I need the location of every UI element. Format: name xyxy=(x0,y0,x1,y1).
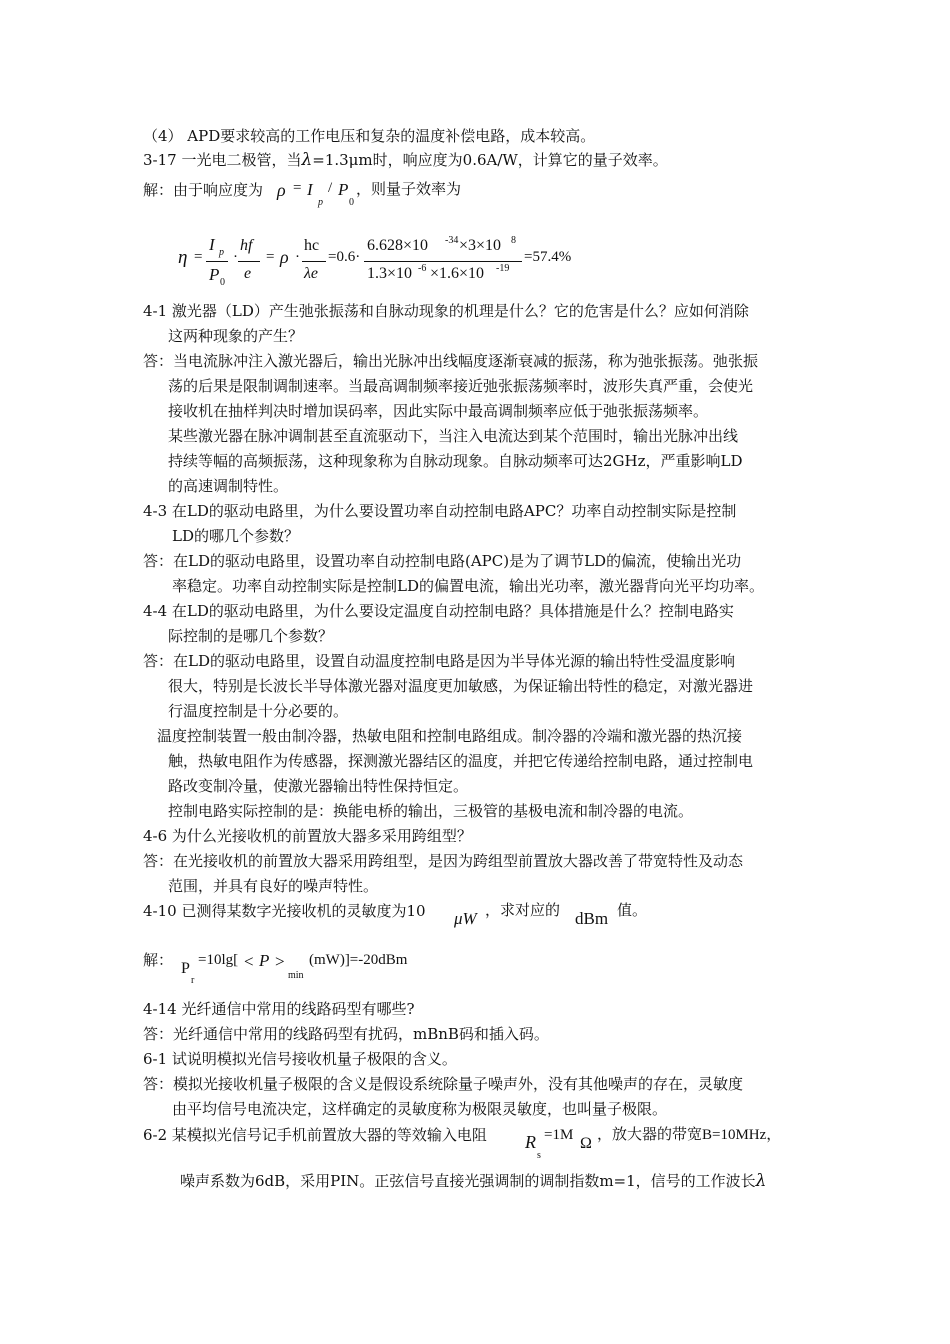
zero-subscript: 0 xyxy=(349,197,354,208)
text-span: 值。 xyxy=(617,903,648,919)
rho-symbol: ρ xyxy=(277,180,286,200)
text-span: 解：由于响应度为 xyxy=(143,181,264,199)
text-span: ，放大器的带宽B=10MHz， xyxy=(597,1127,782,1143)
P-symbol: P xyxy=(181,960,190,977)
text-line: 答：光纤通信中常用的线路码型有扰码，mBnB码和插入码。 xyxy=(143,1025,549,1043)
answer-3-17-intro xyxy=(143,178,818,208)
omega-symbol: Ω xyxy=(580,1135,592,1152)
I-symbol: I xyxy=(307,180,313,199)
text-line: 的高速调制特性。 xyxy=(168,477,289,495)
question-4-10 xyxy=(143,899,818,935)
text-line: 温度控制装置一般由制冷器，热敏电阻和控制电路组成。制冷器的冷端和激光器的热沉接 xyxy=(157,727,743,745)
dBm-unit: dBm xyxy=(575,909,609,928)
expression: =10lg[ xyxy=(198,952,239,968)
P-symbol: P xyxy=(209,265,220,284)
lambda-symbol: λ xyxy=(755,1171,767,1191)
text-line: 接收机在抽样判决时增加误码率，因此实际中最高调制频率应低于弛张振荡频率。 xyxy=(168,402,709,420)
text-line: 持续等幅的高频振荡，这种现象称为自脉动现象。自脉动频率可达2GHz，严重影响LD xyxy=(168,452,743,470)
slash: / xyxy=(328,180,333,196)
left-angle: < xyxy=(244,952,254,971)
text-span: 解： xyxy=(143,951,174,969)
text-line: 很大，特别是长波长半导体激光器对温度更加敏感，为保证输出特性的稳定，对激光器进 xyxy=(168,677,754,695)
I-symbol: I xyxy=(209,235,215,254)
right-angle: > xyxy=(275,952,285,971)
rho-symbol: ρ xyxy=(280,247,289,267)
equals-sign: = xyxy=(293,180,302,196)
zero-subscript: 0 xyxy=(220,277,225,288)
r-subscript: r xyxy=(191,975,195,986)
coefficient: =0.6· xyxy=(328,249,361,265)
text-span: 3-17 一光电二极管，当 xyxy=(143,151,302,169)
text-span: ，求对应的 xyxy=(485,903,561,919)
R-symbol: R xyxy=(525,1132,536,1152)
text-span: =1.3μm时，响应度为0.6A/W，计算它的量子效率。 xyxy=(312,151,668,169)
text-line: 际控制的是哪几个参数？ xyxy=(168,627,334,645)
text-line: 答：模拟光接收机量子极限的含义是假设系统除量子噪声外，没有其他噪声的存在，灵敏度 xyxy=(143,1075,744,1093)
text-span: 噪声系数为6dB，采用PIN。正弦信号直接光强调制的调制指数m=1，信号的工作波长 xyxy=(180,1172,756,1190)
P-symbol: P xyxy=(338,180,349,199)
text-line: 路改变制冷量，使激光器输出特性保持恒定。 xyxy=(168,777,469,795)
hc-symbol: hc xyxy=(304,237,320,254)
lambda-symbol: λ xyxy=(301,150,313,170)
fraction-bar xyxy=(302,261,326,262)
equals-sign: = xyxy=(194,249,203,265)
numerator-part: 6.628×10 xyxy=(367,237,429,254)
text-span: =1M xyxy=(544,1127,574,1143)
exponent: -6 xyxy=(418,263,427,274)
text-line: 答：在光接收机的前置放大器采用跨组型，是因为跨组型前置放大器改善了带宽特性及动态 xyxy=(143,852,744,870)
dot: · xyxy=(295,249,300,265)
denominator-part: 1.3×10 xyxy=(367,265,413,282)
text-line: 行温度控制是十分必要的。 xyxy=(168,702,349,720)
min-subscript: min xyxy=(288,970,304,981)
text-span: 6-2 某模拟光信号记手机前置放大器的等效输入电阻 xyxy=(143,1126,487,1144)
text-line: 4-3 在LD的驱动电路里，为什么要设置功率自动控制电路APC？功率自动控制实际是控制 xyxy=(143,502,737,520)
muW-unit xyxy=(454,907,477,931)
text-line: 荡的后果是限制调制速率。当最高调制频率接近弛张振荡频率时，波形失真严重，会使光 xyxy=(168,377,754,395)
lambda-e-symbol: λe xyxy=(304,265,319,282)
text-line: 这两种现象的产生？ xyxy=(168,327,304,345)
text-line: 4-1 激光器（LD）产生弛张振荡和自脉动现象的机理是什么？它的危害是什么？应如何消除 xyxy=(143,302,749,320)
text-line: LD的哪几个参数？ xyxy=(172,527,299,545)
p-subscript: p xyxy=(318,197,323,208)
muW-text: μW xyxy=(454,909,477,928)
quantum-efficiency-equation xyxy=(176,235,596,295)
result: =57.4% xyxy=(524,249,572,265)
text-line: 由平均信号电流决定，这样确定的灵敏度称为极限灵敏度，也叫量子极限。 xyxy=(172,1100,668,1118)
exponent: 8 xyxy=(511,235,516,246)
exponent: -34 xyxy=(445,235,459,246)
expression: (mW)]=-20dBm xyxy=(309,952,408,968)
fraction-bar xyxy=(364,261,522,262)
equals-sign: = xyxy=(266,249,275,265)
text-line: 率稳定。功率自动控制实际是控制LD的偏置电流，输出光功率，激光器背向光平均功率。 xyxy=(172,577,764,595)
denominator-part: ×1.6×10 xyxy=(430,265,485,282)
text-span: ，则量子效率为 xyxy=(356,182,462,198)
question-3-17 xyxy=(143,148,818,172)
question-6-2 xyxy=(143,1123,818,1159)
text-line: 6-1 试说明模拟光信号接收机量子极限的含义。 xyxy=(143,1050,457,1068)
s-subscript: s xyxy=(537,1150,541,1161)
text-line: 触，热敏电阻作为传感器，探测激光器结区的温度，并把它传递给控制电路，通过控制电 xyxy=(168,752,754,770)
p-subscript: p xyxy=(219,247,224,258)
text-line: 控制电路实际控制的是：换能电桥的输出，三极管的基极电流和制冷器的电流。 xyxy=(168,802,694,820)
text-line: 答：当电流脉冲注入激光器后，输出光脉冲出线幅度逐渐衰减的振荡，称为弛张振荡。弛张振 xyxy=(143,352,759,370)
exponent: -19 xyxy=(496,263,510,274)
dot: · xyxy=(233,249,238,265)
text-line: 4-4 在LD的驱动电路里，为什么要设定温度自动控制电路？具体措施是什么？控制电路实 xyxy=(143,602,734,620)
numerator-part: ×3×10 xyxy=(459,237,502,254)
text-line: 答：在LD的驱动电路里，设置自动温度控制电路是因为半导体光源的输出特性受温度影响 xyxy=(143,652,735,670)
fraction-bar xyxy=(206,261,228,262)
fraction-bar xyxy=(238,261,260,262)
e-symbol: e xyxy=(244,265,252,282)
answer-4-10 xyxy=(143,948,818,984)
question-6-2-continued xyxy=(180,1169,830,1193)
text-line: 范围，并具有良好的噪声特性。 xyxy=(168,877,379,895)
hf-symbol: hf xyxy=(240,237,253,254)
eta-symbol: η xyxy=(178,247,188,268)
text-line: 4-6 为什么光接收机的前置放大器多采用跨组型？ xyxy=(143,827,472,845)
P-symbol: P xyxy=(259,951,270,970)
text-line: 4-14 光纤通信中常用的线路码型有哪些? xyxy=(143,1000,415,1018)
text-line: （4） APD要求较高的工作电压和复杂的温度补偿电路，成本较高。 xyxy=(143,127,596,145)
text-line: 答：在LD的驱动电路里，设置功率自动控制电路(APC)是为了调节LD的偏流，使输出光功 xyxy=(143,552,742,570)
text-line: 某些激光器在脉冲调制甚至直流驱动下，当注入电流达到某个范围时，输出光脉冲出线 xyxy=(168,427,739,445)
text-span: 4-10 已测得某数字光接收机的灵敏度为10 xyxy=(143,902,426,920)
